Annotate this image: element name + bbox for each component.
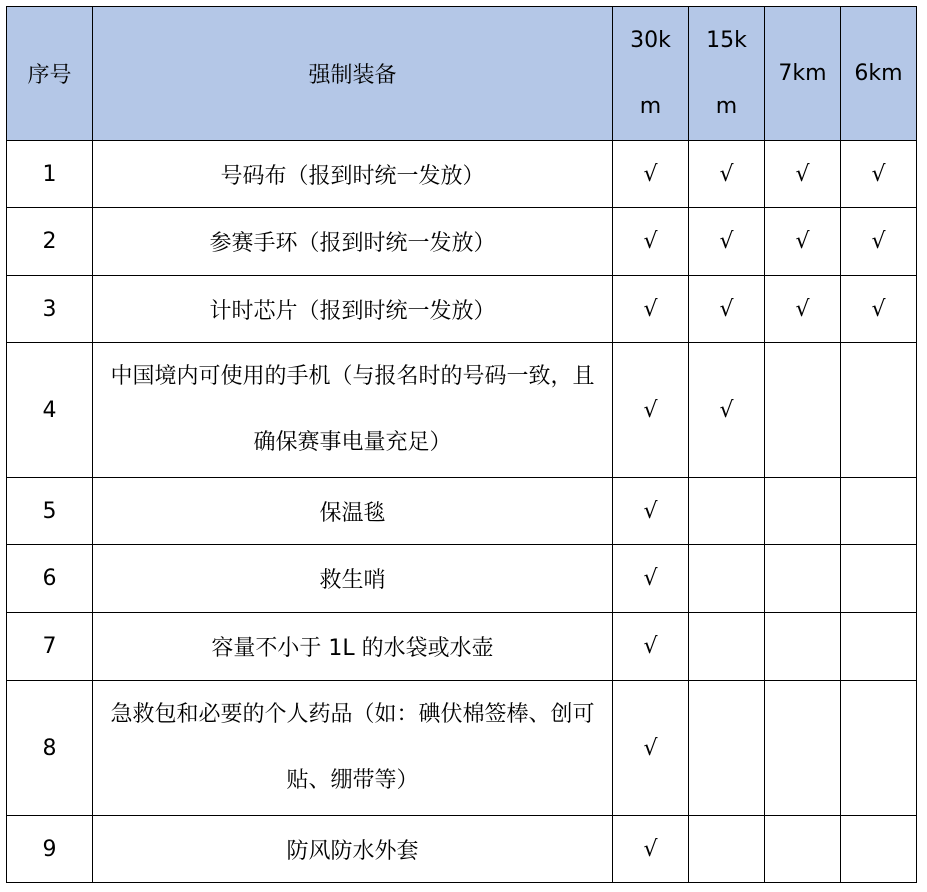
check-6km (841, 478, 917, 545)
check-15km (689, 613, 765, 681)
check-30km: √ (613, 478, 689, 545)
row-number: 6 (7, 545, 93, 613)
row-number: 8 (7, 681, 93, 816)
check-7km: √ (765, 141, 841, 208)
check-7km (765, 478, 841, 545)
header-item: 强制装备 (93, 7, 613, 141)
check-30km: √ (613, 343, 689, 478)
check-15km (689, 816, 765, 883)
check-7km (765, 613, 841, 681)
check-6km (841, 613, 917, 681)
table-row (7, 545, 917, 613)
header-no: 序号 (7, 7, 93, 141)
check-30km: √ (613, 276, 689, 343)
check-7km (765, 545, 841, 613)
check-30km: √ (613, 613, 689, 681)
check-15km (689, 478, 765, 545)
check-6km (841, 545, 917, 613)
check-7km: √ (765, 276, 841, 343)
header-row (7, 7, 917, 141)
check-6km: √ (841, 141, 917, 208)
equipment-item: 中国境内可使用的手机（与报名时的号码一致，且确保赛事电量充足） (110, 364, 595, 455)
check-30km: √ (613, 208, 689, 276)
header-30km: 30km (630, 27, 671, 119)
equipment-item: 容量不小于 1L 的水袋或水壶 (93, 613, 613, 681)
check-15km (689, 681, 765, 816)
check-15km: √ (689, 141, 765, 208)
table-row (7, 276, 917, 343)
table-row (7, 681, 917, 816)
equipment-item: 急救包和必要的个人药品（如：碘伏棉签棒、创可贴、绷带等） (110, 702, 595, 793)
row-number: 4 (7, 343, 93, 478)
check-6km (841, 816, 917, 883)
check-6km (841, 343, 917, 478)
check-15km: √ (689, 343, 765, 478)
row-number: 3 (7, 276, 93, 343)
equipment-item: 救生哨 (93, 545, 613, 613)
table-row (7, 208, 917, 276)
row-number: 2 (7, 208, 93, 276)
check-6km (841, 681, 917, 816)
header-7km: 7km (765, 7, 841, 141)
equipment-item: 防风防水外套 (93, 816, 613, 883)
equipment-item: 号码布（报到时统一发放） (93, 141, 613, 208)
row-number: 9 (7, 816, 93, 883)
row-number: 7 (7, 613, 93, 681)
table-row (7, 816, 917, 883)
check-15km: √ (689, 208, 765, 276)
mandatory-equipment-table (6, 6, 917, 883)
equipment-item: 参赛手环（报到时统一发放） (93, 208, 613, 276)
check-30km: √ (613, 681, 689, 816)
check-15km (689, 545, 765, 613)
table-row (7, 478, 917, 545)
equipment-item: 计时芯片（报到时统一发放） (93, 276, 613, 343)
check-7km (765, 681, 841, 816)
check-6km: √ (841, 276, 917, 343)
check-6km: √ (841, 208, 917, 276)
row-number: 5 (7, 478, 93, 545)
header-6km: 6km (841, 7, 917, 141)
check-30km: √ (613, 816, 689, 883)
check-7km (765, 343, 841, 478)
check-7km: √ (765, 208, 841, 276)
table-row (7, 343, 917, 478)
table-row (7, 141, 917, 208)
header-15km: 15km (706, 27, 747, 119)
check-7km (765, 816, 841, 883)
table-row (7, 613, 917, 681)
row-number: 1 (7, 141, 93, 208)
check-15km: √ (689, 276, 765, 343)
equipment-item: 保温毯 (93, 478, 613, 545)
check-30km: √ (613, 141, 689, 208)
check-30km: √ (613, 545, 689, 613)
